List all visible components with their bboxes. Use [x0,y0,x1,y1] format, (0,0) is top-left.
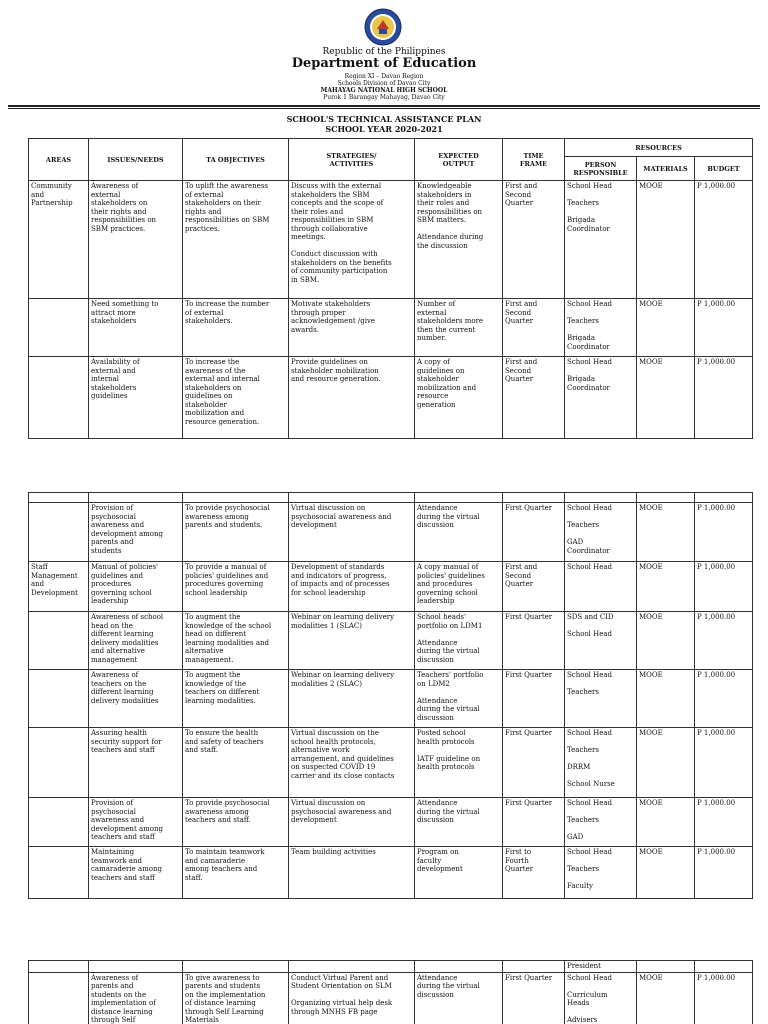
cell-issue: Need something to attract more stakeholders [89,299,183,357]
col-output: EXPECTED OUTPUT [415,139,503,181]
cell-materials: MOOE [637,728,695,798]
cell-materials: MOOE [637,972,695,1024]
cell-person: School Head Teachers GAD [565,798,637,847]
cell-objective [183,493,289,503]
cell-objective: To provide psychosocial awareness among parents and students. [183,503,289,562]
cell-issue: Provision of psychosocial awareness and development among parents and students [89,503,183,562]
cell-objective: To increase the number of external stakeholders. [183,299,289,357]
cell-time: First Quarter [503,728,565,798]
cell-output: Attendance during the virtual discussion [415,798,503,847]
cell-output: Number of external stakeholders more then the current number. [415,299,503,357]
table-row [29,181,753,299]
cell-person: School Head Brigada Coordinator [565,357,637,439]
cell-budget: P 1,000.00 [695,357,753,439]
cell-time: First and Second Quarter [503,181,565,299]
cell-area [29,612,89,670]
cell-person: School Head Teachers Brigada Coordinator [565,299,637,357]
cell-person: School Head [565,562,637,612]
table-row [29,503,753,562]
ta-plan-table-page3 [28,960,753,1024]
cell-budget: P 1,000.00 [695,847,753,899]
table-row [29,357,753,439]
cell-output: Knowledgeable stakeholders in their roles and responsibilities on SBM matters. Attendance during the discussion [415,181,503,299]
col-time-frame: TIME FRAME [503,139,565,181]
cell-area: Community and Partnership [29,181,89,299]
cell-materials: MOOE [637,847,695,899]
cell-strategy: Webinar on learning delivery modalities 1 (SLAC) [289,612,415,670]
cell-materials: MOOE [637,670,695,728]
region-line: Region XI – Davao Region [344,73,424,80]
school-year: SCHOOL YEAR 2020-2021 [325,124,443,134]
col-objectives: TA OBJECTIVES [183,139,289,181]
cell-materials [637,493,695,503]
cell-output: School heads' portfolio on LDM1 Attendance during the virtual discussion [415,612,503,670]
cell-strategy: Webinar on learning delivery modalities 2 (SLAC) [289,670,415,728]
cell-area: Staff Management and Development [29,562,89,612]
cell-output: Attendance during the virtual discussion [415,503,503,562]
cell-time: First Quarter [503,612,565,670]
division-line: Schools Division of Davao City [337,80,431,87]
cell-person: School Head Teachers Faculty [565,847,637,899]
cell-time [503,961,565,973]
cell-materials [637,961,695,973]
cell-output: A copy of guidelines on stakeholder mobilization and resource generation [415,357,503,439]
col-areas: AREAS [29,139,89,181]
cell-strategy: Conduct Virtual Parent and Student Orientation on SLM Organizing virtual help desk through MNHS FB page [289,972,415,1024]
table-row [29,961,753,973]
cell-objective: To augment the knowledge of the teachers on different learning modalities. [183,670,289,728]
ta-plan-table-page2 [28,492,753,899]
ta-plan-table-page1 [28,138,753,439]
cell-objective: To give awareness to parents and students on the implementation of distance learning through Self Learning Materials [183,972,289,1024]
cell-objective: To increase the awareness of the external and internal stakeholders on guidelines on stakeholder mobilization and resource generation. [183,357,289,439]
cell-output: A copy manual of policies' guidelines and procedures governing school leadership [415,562,503,612]
cell-objective: To augment the knowledge of the school head on different learning modalities and alternative management. [183,612,289,670]
table-row [29,728,753,798]
deped-seal-icon [364,8,402,46]
cell-time: First and Second Quarter [503,357,565,439]
cell-strategy: Development of standards and indicators of progress, of impacts and of processes for school leadership [289,562,415,612]
cell-area [29,972,89,1024]
cell-objective: To uplift the awareness of external stakeholders on their rights and responsibilities on SBM practices. [183,181,289,299]
cell-issue: Awareness of teachers on the different learning delivery modalities [89,670,183,728]
header-divider-thin [8,108,760,109]
cell-person [565,493,637,503]
cell-person: School Head Teachers GAD Coordinator [565,503,637,562]
cell-output: Posted school health protocols IATF guideline on health protocols [415,728,503,798]
cell-person: President [565,961,637,973]
cell-person: SDS and CID School Head [565,612,637,670]
cell-area [29,670,89,728]
cell-time: First Quarter [503,503,565,562]
republic-line: Republic of the Philippines [322,47,446,57]
cell-strategy: Discuss with the external stakeholders the SBM concepts and the scope of their roles and responsibilities in SBM through collaborative meetings. Conduct discussion with stakeholders on the benefits of community participation in SBM. [289,181,415,299]
cell-strategy: Provide guidelines on stakeholder mobilization and resource generation. [289,357,415,439]
cell-issue [89,493,183,503]
cell-budget: P 1,000.00 [695,612,753,670]
cell-issue: Assuring health security support for teachers and staff [89,728,183,798]
header-divider [8,105,760,107]
cell-area [29,299,89,357]
cell-objective [183,961,289,973]
col-issues: ISSUES/NEEDS [89,139,183,181]
cell-area [29,847,89,899]
address-line: Purok 1 Barangay Mahayag, Davao City [323,94,445,101]
cell-person: School Head Teachers DRRM School Nurse [565,728,637,798]
header-address [0,73,768,101]
cell-area [29,503,89,562]
col-strategies: STRATEGIES/ ACTIVITIES [289,139,415,181]
cell-materials: MOOE [637,299,695,357]
cell-strategy: Team building activities [289,847,415,899]
cell-strategy [289,961,415,973]
col-materials: MATERIALS [637,157,695,181]
table-row [29,299,753,357]
cell-issue: Awareness of external stakeholders on their rights and responsibilities on SBM practices. [89,181,183,299]
cell-person: School Head Teachers Brigada Coordinator [565,181,637,299]
cell-time: First and Second Quarter [503,562,565,612]
cell-strategy [289,493,415,503]
cell-issue: Availability of external and internal stakeholders guidelines [89,357,183,439]
table-row [29,798,753,847]
cell-objective: To provide psychosocial awareness among teachers and staff. [183,798,289,847]
col-person-responsible: PERSON RESPONSIBLE [565,157,637,181]
cell-budget: P 1,000.00 [695,972,753,1024]
cell-materials: MOOE [637,562,695,612]
cell-budget: P 1,000.00 [695,798,753,847]
cell-area [29,357,89,439]
cell-strategy: Motivate stakeholders through proper acknowledgement /give awards. [289,299,415,357]
cell-time: First to Fourth Quarter [503,847,565,899]
cell-issue: Manual of policies' guidelines and procedures governing school leadership [89,562,183,612]
cell-issue: Awareness of parents and students on the implementation of distance learning through Self [89,972,183,1024]
cell-output [415,493,503,503]
cell-materials: MOOE [637,612,695,670]
cell-time: First and Second Quarter [503,299,565,357]
cell-time: First Quarter [503,972,565,1024]
cell-budget: P 1,000.00 [695,562,753,612]
cell-person: School Head Curriculum Heads Advisers [565,972,637,1024]
department-title: Department of Education [291,56,477,71]
cell-area [29,798,89,847]
cell-output [415,961,503,973]
table-row [29,972,753,1024]
cell-area [29,961,89,973]
cell-materials: MOOE [637,181,695,299]
cell-time: First Quarter [503,670,565,728]
table-row [29,612,753,670]
cell-output: Program on faculty development [415,847,503,899]
cell-strategy: Virtual discussion on the school health protocols, alternative work arrangement, and guidelines on suspected COVID 19 carrier and its close contacts [289,728,415,798]
table-row [29,670,753,728]
cell-budget: P 1,000.00 [695,728,753,798]
table-row [29,847,753,899]
cell-budget [695,493,753,503]
cell-output: Teachers' portfolio on LDM2 Attendance during the virtual discussion [415,670,503,728]
cell-budget [695,961,753,973]
cell-budget: P 1,000.00 [695,299,753,357]
cell-budget: P 1,000.00 [695,670,753,728]
cell-issue: Maintaining teamwork and camaraderie among teachers and staff [89,847,183,899]
school-name-line: MAHAYAG NATIONAL HIGH SCHOOL [320,87,448,94]
cell-budget: P 1,000.00 [695,181,753,299]
cell-materials: MOOE [637,357,695,439]
cell-output: Attendance during the virtual discussion [415,972,503,1024]
cell-time: First Quarter [503,798,565,847]
cell-issue [89,961,183,973]
cell-materials: MOOE [637,798,695,847]
cell-area [29,493,89,503]
cell-strategy: Virtual discussion on psychosocial awareness and development [289,503,415,562]
cell-person: School Head Teachers [565,670,637,728]
table-row [29,493,753,503]
col-budget: BUDGET [695,157,753,181]
cell-materials: MOOE [637,503,695,562]
cell-strategy: Virtual discussion on psychosocial awareness and development [289,798,415,847]
cell-area [29,728,89,798]
cell-time [503,493,565,503]
cell-issue: Awareness of school head on the different learning delivery modalities and alternative management [89,612,183,670]
table-row [29,562,753,612]
cell-objective: To ensure the health and safety of teachers and staff. [183,728,289,798]
cell-objective: To maintain teamwork and camaraderie among teachers and staff. [183,847,289,899]
cell-issue: Provision of psychosocial awareness and development among teachers and staff [89,798,183,847]
cell-budget: P 1,000.00 [695,503,753,562]
cell-objective: To provide a manual of policies' guidelines and procedures governing school leadership [183,562,289,612]
plan-title: SCHOOL'S TECHNICAL ASSISTANCE PLAN [286,114,482,124]
col-resources: RESOURCES [565,139,753,157]
